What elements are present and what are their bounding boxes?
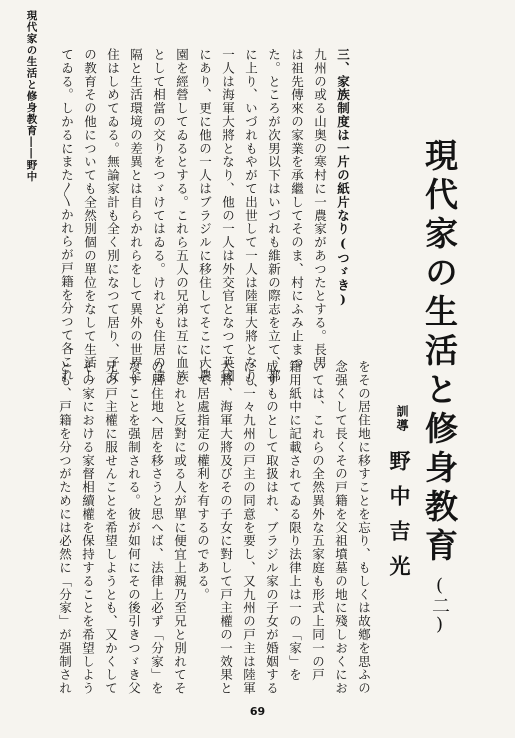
lower-text-line: これと反對に或る人が單に便宜上親乃至兄と別れてそ: [172, 360, 188, 695]
article-title: [420, 138, 459, 635]
lower-text-line: なすことを强制される。彼が如何にその後引きつゞき父: [126, 360, 142, 695]
upper-text-line: 一人は海軍大將となり、他の一人は外交官となつて英國: [220, 48, 236, 383]
lower-text-line: 籍用紙中に記載されてゐる限り法律上は一の「家」を: [287, 360, 303, 682]
article-title-text: 現代家の生活と修身教育: [420, 138, 459, 567]
upper-text-line: 園を經營してゐるとする。これら五人の兄弟は互に血族: [174, 48, 190, 383]
lower-text-line: の居住地へ居を移さうと思へば、法律上必ず「分家」を: [149, 360, 165, 695]
upper-text-line: てゐる。しかるにまた〳〵かれらが戸籍を分つて各これ: [59, 48, 75, 383]
lower-text-line: その家における家督相續權を保持することを希望しよう: [80, 360, 96, 695]
lower-text-line: いては、これらの全然異外な五家庭も形式上同一の戸: [310, 360, 326, 682]
lower-text-line: 兄の戸主權に服せんことを希望しようとも、又かくして: [103, 360, 119, 695]
lower-text-line: にも一々九州の戸主の同意を要し、又九州の戸主は陸軍: [241, 360, 257, 695]
page-number: 69: [249, 705, 266, 718]
upper-text-line: は祖先傳來の家業を承繼してそのま、村にふみ止まつ: [289, 48, 305, 370]
upper-text-line: の教育その他についても全然別個の單位をなして生活し: [82, 48, 98, 383]
author-name: 野中吉光: [387, 450, 412, 590]
upper-text-line: として相當の交りをつゞけてはゐる。けれども住居の遠: [151, 48, 167, 383]
lower-text-line: 念强くして長くその戸籍を父祖墳墓の地に殘しおくにお: [333, 360, 349, 695]
upper-text-line: に上り、いづれもやがて出世して一人は陸軍大將となり、: [243, 48, 259, 397]
upper-text-line: にあり、更に他の一人はブラジルに移住してそこに大農: [197, 48, 213, 383]
upper-text-line: た。ところが次男以下はいづれも維新の際志を立て、都: [266, 48, 282, 383]
lower-text-line: 大將、海軍大將及びその子女に對して戸主權の一效果と: [218, 360, 234, 695]
section-heading: 三、家族制度は一片の紙片なり(つゞき): [335, 48, 351, 308]
lower-text-line: 成すものとして取扱はれ、ブラジル家の子女が婚姻する: [264, 360, 280, 695]
lower-text-line: して居處指定の權利を有するのである。: [195, 360, 211, 602]
lower-text-line: をその居住地に移すことを忘り、もしくは故鄕を思ふの: [356, 360, 372, 695]
article-part-number: (二): [429, 575, 450, 635]
lower-text-line: とも、戸籍を分つがためには必然に「分家」が强制され: [57, 360, 73, 695]
upper-text-line: 隔と生活環境の差異とは自らかれらをして異外の世界に: [128, 48, 144, 383]
author-rank: 訓導: [395, 405, 409, 433]
upper-text-line: 九州の或る山奥の寒村に一農家があつたとする。長男: [312, 48, 328, 370]
running-header: 現代家の生活と修身教育――野中: [25, 10, 38, 183]
upper-text-line: 住はしめてゐる。無論家計も全く別になつて居り、子女: [105, 48, 121, 383]
